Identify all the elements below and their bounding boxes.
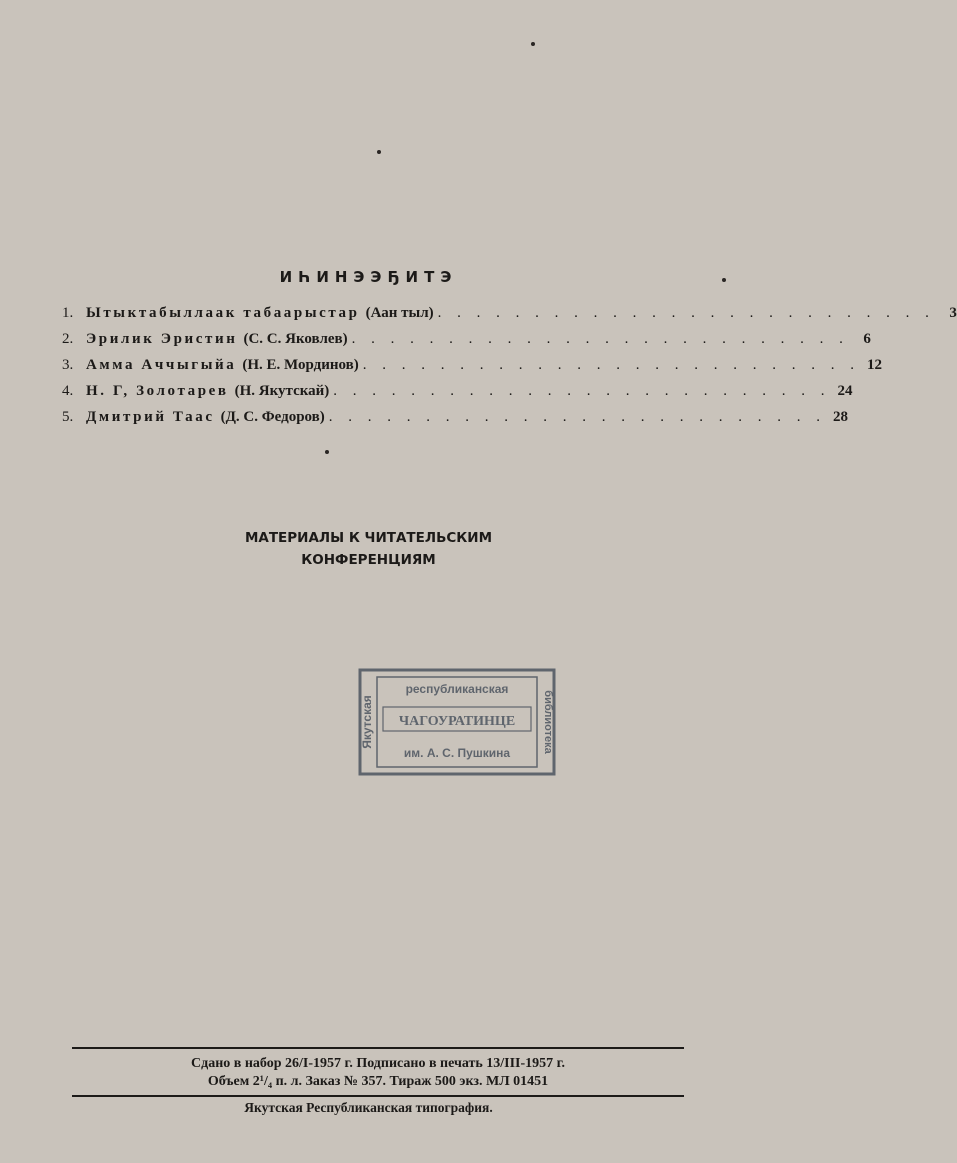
section-title-line2: КОНФЕРЕНЦИЯМ — [301, 552, 436, 568]
dust-speck — [722, 278, 726, 282]
toc-title: Н. Г, Золотарев — [86, 383, 229, 399]
library-stamp — [357, 667, 557, 777]
toc-page-number: 24 — [837, 383, 853, 399]
toc-author: (С. С. Яковлев) — [243, 331, 348, 347]
toc-page-number: 28 — [833, 409, 849, 425]
toc-leader-dots: . . . . . . . . . . . . . . . . . . . . . . . . . . — [328, 409, 827, 425]
toc-entry — [62, 378, 853, 404]
toc-title: Ытыктабыллаак табаарыстар — [86, 305, 360, 321]
section-title-line1: МАТЕРИАЛЫ К ЧИТАТЕЛЬСКИМ — [244, 530, 493, 546]
toc-leader-dots: . . . . . . . . . . . . . . . . . . . . . . . . . . — [351, 331, 849, 347]
stamp-side-right: библиотека — [542, 690, 554, 754]
toc-number: 5. — [62, 409, 74, 425]
imprint-block — [72, 1047, 684, 1097]
stamp-top: республиканская — [405, 682, 509, 696]
imprint-line1: Сдано в набор 26/I-1957 г. Подписано в печать 13/III-1957 г. — [191, 1056, 565, 1071]
stamp-bottom: им. А. С. Пушкина — [403, 746, 511, 760]
toc-entry — [62, 300, 957, 326]
toc-number: 4. — [62, 383, 74, 399]
toc-leader-dots: . . . . . . . . . . . . . . . . . . . . . . . . . . — [333, 383, 831, 399]
stamp-middle: ЧАГОУРАТИНЦЕ — [398, 714, 516, 729]
toc-author: (Аан тыл) — [365, 305, 434, 321]
toc-entry — [62, 352, 882, 378]
dust-speck — [531, 42, 535, 46]
toc-entry — [62, 404, 849, 430]
toc-page-number: 6 — [863, 331, 871, 347]
stamp-side-left: Якутская — [360, 695, 374, 749]
toc-number: 3. — [62, 357, 74, 373]
dust-speck — [325, 450, 329, 454]
toc-leader-dots: . . . . . . . . . . . . . . . . . . . . . . . . . . — [437, 305, 935, 321]
toc-title: Амма Аччыгыйа — [86, 357, 237, 373]
toc-title: Дмитрий Таас — [86, 409, 215, 425]
toc-leader-dots: . . . . . . . . . . . . . . . . . . . . . . . . . . — [362, 357, 860, 373]
toc-heading: ИҺИНЭЭҔИТЭ — [279, 268, 458, 286]
table-of-contents — [62, 300, 957, 430]
toc-author: (Н. Е. Мординов) — [242, 357, 359, 373]
printer-name: Якутская Республиканская типография. — [244, 1100, 493, 1115]
toc-page-number: 12 — [866, 357, 882, 373]
imprint-line2: Объем 2¹/₄ п. л. Заказ № 357. Тираж 500 экз. МЛ 01451 — [207, 1074, 549, 1089]
toc-number: 1. — [62, 305, 74, 321]
dust-speck — [377, 150, 381, 154]
toc-author: (Д. С. Федоров) — [220, 409, 325, 425]
toc-number: 2. — [62, 331, 74, 347]
toc-title: Эрилик Эристин — [86, 331, 238, 347]
toc-page-number: 3 — [949, 305, 957, 321]
toc-entry — [62, 326, 871, 352]
toc-author: (Н. Якутскай) — [234, 383, 330, 399]
section-title — [0, 527, 737, 571]
